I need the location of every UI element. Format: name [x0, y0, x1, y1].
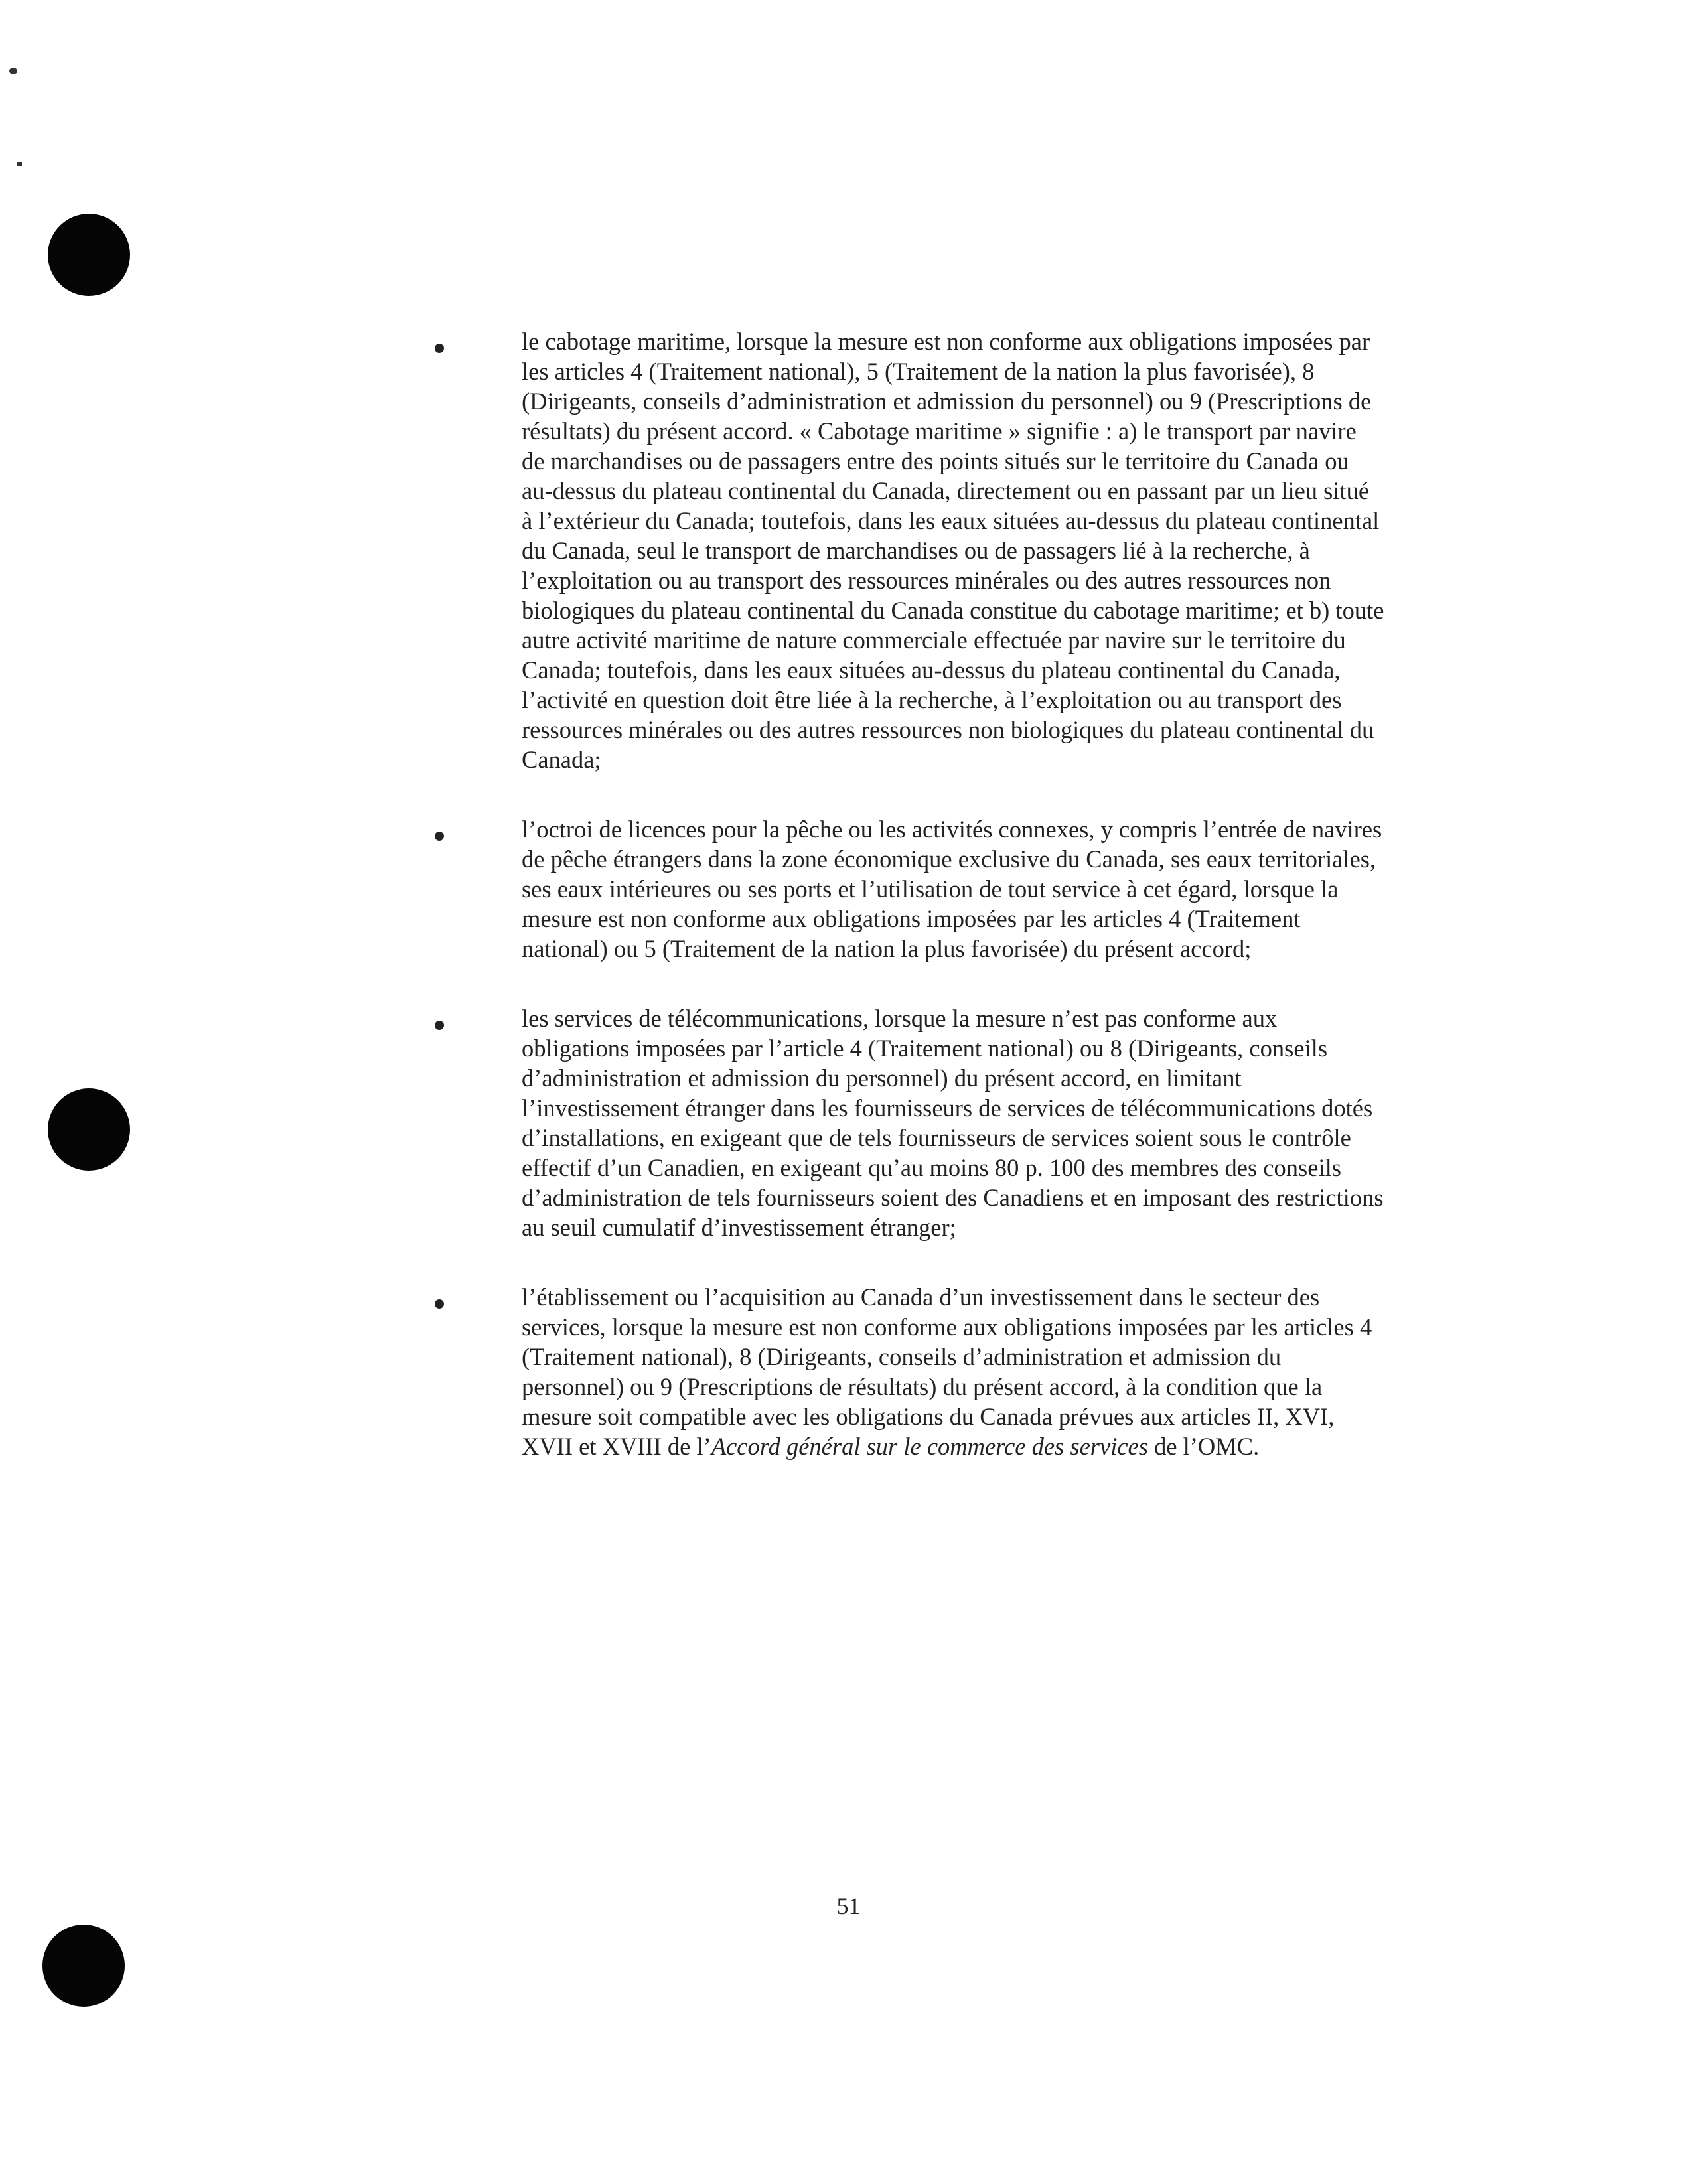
list-item	[522, 327, 1384, 774]
item-text-part: de l’OMC.	[1147, 1433, 1260, 1460]
bullet-icon	[435, 1021, 444, 1030]
punch-hole-top	[48, 214, 130, 296]
bullet-icon	[435, 1299, 444, 1309]
item-text	[522, 1282, 1384, 1461]
item-text: le cabotage maritime, lorsque la mesure est non conforme aux obligations imposées par les articles 4 (Traitement national), 5 (Traitement de la nation la plus favorisée), 8 (Dirigeants, conseils d’administration et admission du personnel) ou 9 (Prescriptions de résultats) du présent accord. « Cabotage maritime » signifie : a) le transport par navire de marchandises ou de passagers entre des points situés sur le territoire du Canada ou au-dessus du plateau continental du Canada, directement ou en passant par un lieu situé à l’extérieur du Canada; toutefois, dans les eaux situées au-dessus du plateau continental du Canada, seul le transport de marchandises ou de passagers lié à la recherche, à l’exploitation ou au transport des ressources minérales ou des autres ressources non biologiques du plateau continental du Canada constitue du cabotage maritime; et b) toute autre activité maritime de nature commerciale effectuée par navire sur le territoire du Canada; toutefois, dans les eaux situées au-dessus du plateau continental du Canada, l’activité en question doit être liée à la recherche, à l’exploitation ou au transport des ressources minérales ou des autres ressources non biologiques du plateau continental du Canada;	[522, 328, 1384, 773]
agreement-title: Accord général sur le commerce des services	[711, 1433, 1148, 1460]
punch-hole-bottom	[42, 1925, 125, 2007]
punch-hole-middle	[48, 1088, 130, 1171]
item-text: l’octroi de licences pour la pêche ou les activités connexes, y compris l’entrée de navires de pêche étrangers dans la zone économique exclusive du Canada, ses eaux territoriales, ses eaux intérieures ou ses ports et l’utilisation de tout service à cet égard, lorsque la mesure est non conforme aux obligations imposées par les articles 4 (Traitement national) ou 5 (Traitement de la nation la plus favorisée) du présent accord;	[522, 816, 1382, 962]
list-item	[522, 1003, 1384, 1242]
list-item	[522, 814, 1384, 964]
page-number: 51	[836, 1893, 861, 1919]
item-text: les services de télécommunications, lorsque la mesure n’est pas conforme aux obligations imposées par l’article 4 (Traitement national) ou 8 (Dirigeants, conseils d’administration et admission du personnel) du présent accord, en limitant l’investissement étranger dans les fournisseurs de services de télécommunications dotés d’installations, en exigeant que de tels fournisseurs de services soient sous le contrôle effectif d’un Canadien, en exigeant qu’au moins 80 p. 100 des membres des conseils d’administration de tels fournisseurs soient des Canadiens et en imposant des restrictions au seuil cumulatif d’investissement étranger;	[522, 1005, 1384, 1241]
bullet-icon	[435, 344, 444, 353]
bullet-icon	[435, 832, 444, 841]
scan-speck	[9, 68, 17, 74]
item-text-part: l’établissement ou l’acquisition au Canada d’un investissement dans le secteur des services, lorsque la mesure est non conforme aux obligations imposées par les articles 4 (Traitement national), 8 (Dirigeants, conseils d’administration et admission du personnel) ou 9 (Prescriptions de résultats) du présent accord, à la condition que la mesure soit compatible avec les obligations du Canada prévues aux articles II, XVI, XVII et XVIII de l’	[522, 1283, 1372, 1460]
list-item	[522, 1282, 1384, 1461]
scan-speck	[17, 162, 22, 166]
document-body	[522, 327, 1384, 1501]
